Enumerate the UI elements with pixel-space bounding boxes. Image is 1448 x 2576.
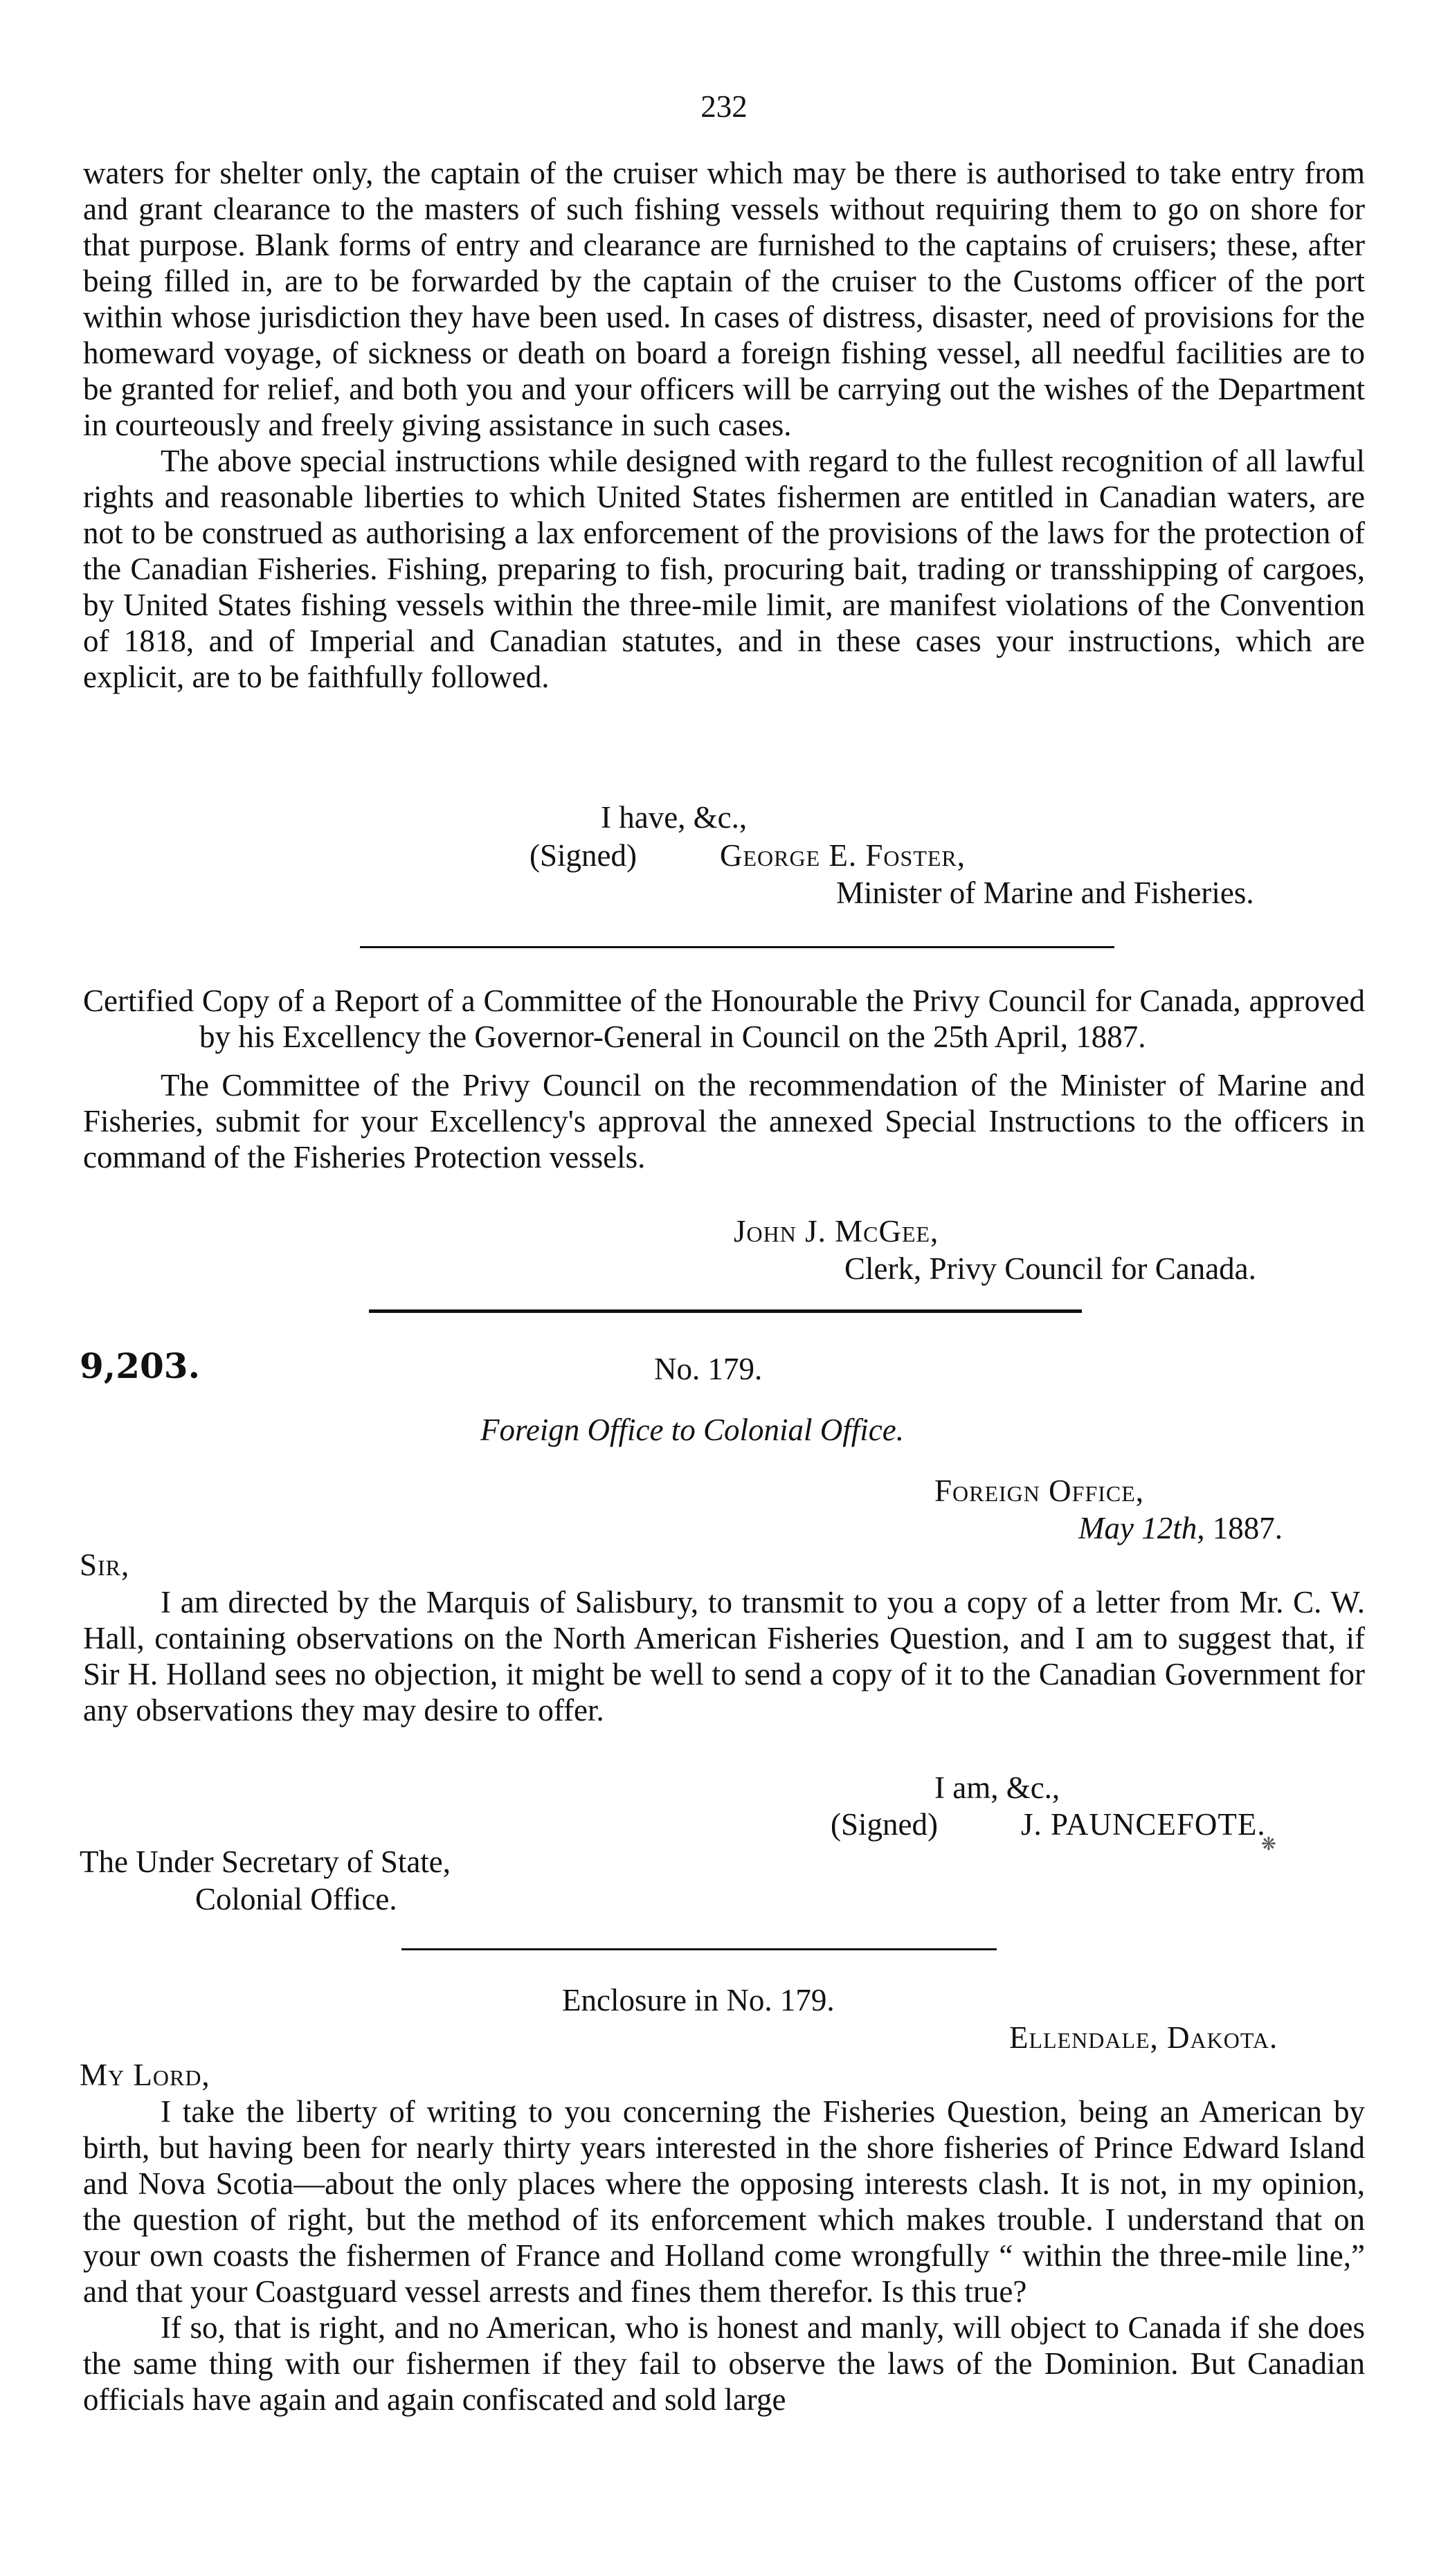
letter-signed: (Signed) xyxy=(831,1807,938,1842)
letter-date-day: May 12th, xyxy=(1078,1511,1205,1545)
enclosure-paragraph-1: I take the liberty of writing to you concerning the Fisheries Question, being an American by birth, but having been for nearly thirty years interested in the shore fisheries of Prince Edward Island and Nova Scotia—about the only places where the opposing interests clash. It is not, in my opinion, the question of right, but the method of its enforcement which makes trouble. I understand that on your own coasts the fishermen of France and Holland come wrongfully “ within the three-mile line,” and that your Coastguard vessel arrests and fines them therefor. Is this true? xyxy=(83,2094,1365,2309)
letter-date xyxy=(1078,1510,1283,1546)
privy-council-heading: Certified Copy of a Report of a Committee of the Honourable the Privy Council for Canada, approved by his Excellency the Governor-General in Council on the 25th April, 1887. xyxy=(83,983,1365,1054)
letter-title: Foreign Office to Colonial Office. xyxy=(480,1413,904,1447)
privy-council-signer: John J. McGee, xyxy=(734,1214,939,1249)
foster-signed: (Signed) xyxy=(530,838,637,873)
foster-signer-title: Minister of Marine and Fisheries. xyxy=(836,876,1254,910)
enclosure-body xyxy=(83,2094,1365,2418)
letter-signer: J. PAUNCEFOTE. xyxy=(1021,1807,1266,1842)
ink-mark: ❋ xyxy=(1261,1834,1276,1854)
letter-body-paragraph: I am directed by the Marquis of Salisbury, to transmit to you a copy of a letter from Mr. C. W. Hall, containing observations on the North American Fisheries Question, and I am to suggest that, if Sir H. Holland sees no objection, it might be well to send a copy of it to the Canadian Government for any observations they may desire to offer. xyxy=(83,1585,1365,1727)
letter-closing: I am, &c., xyxy=(934,1770,1060,1805)
section-divider-1 xyxy=(360,946,1114,948)
addressee-line-2: Colonial Office. xyxy=(195,1882,397,1916)
letter-salutation: Sir, xyxy=(80,1548,130,1582)
addressee-line-1: The Under Secretary of State, xyxy=(80,1844,451,1879)
privy-council-body: The Committee of the Privy Council on the recommendation of the Minister of Marine and Fisheries, submit for your Excellency's approval the annexed Special Instructions to the officers in command of the Fisheries Protection vessels. xyxy=(83,1068,1365,1174)
page-number: 232 xyxy=(700,89,748,124)
letter-date-year: 1887. xyxy=(1212,1511,1283,1545)
foster-letter-paragraph-2: The above special instructions while designed with regard to the fullest recognition of all lawful rights and reasonable liberties to which United States fishermen are entitled in Canadian waters, are not to be construed as authorising a lax enforcement of the provisions of the laws for the protection of the Canadian Fisheries. Fishing, preparing to fish, procuring bait, trading or transshipping of cargoes, by United States fishing vessels within the three-mile limit, are manifest violations of the Convention of 1818, and of Imperial and Canadian statutes, and in these cases your instructions, which are explicit, are to be faithfully followed. xyxy=(83,444,1365,694)
letter-body xyxy=(83,1584,1365,1728)
privy-council-signer-title: Clerk, Privy Council for Canada. xyxy=(844,1251,1256,1286)
document-number: 9,203. xyxy=(80,1345,200,1386)
section-divider-3 xyxy=(401,1948,997,1950)
enclosure-place: Ellendale, Dakota. xyxy=(1009,2020,1278,2055)
privy-council-report xyxy=(83,983,1365,1175)
foster-letter xyxy=(83,155,1365,695)
enclosure-title: Enclosure in No. 179. xyxy=(562,1983,835,2017)
section-divider-2 xyxy=(369,1309,1082,1313)
foster-signer: George E. Foster, xyxy=(720,838,966,873)
enclosure-paragraph-2: If so, that is right, and no American, who is honest and manly, will object to Canada if she does the same thing with our fishermen if they fail to observe the laws of the Dominion. But Canadian officials have again and again confiscated and sold large xyxy=(83,2310,1365,2417)
foster-closing: I have, &c., xyxy=(601,800,748,835)
letter-number: No. 179. xyxy=(654,1352,763,1386)
foster-letter-paragraph-1: waters for shelter only, the captain of the cruiser which may be there is authorised to take entry from and grant clearance to the masters of such fishing vessels without requiring them to go on shore for that purpose. Blank forms of entry and clearance are furnished to the captains of cruisers; these, after being filled in, are to be forwarded by the captain of the cruiser to the Customs officer of the port within whose jurisdiction they have been used. In cases of distress, disaster, need of provisions for the homeward voyage, of sickness or death on board a foreign fishing vessel, all needful facilities are to be granted for relief, and both you and your officers will be carrying out the wishes of the Department in courteously and freely giving assistance in such cases. xyxy=(83,156,1365,442)
letter-place: Foreign Office, xyxy=(934,1473,1145,1508)
enclosure-salutation: My Lord, xyxy=(80,2058,210,2092)
